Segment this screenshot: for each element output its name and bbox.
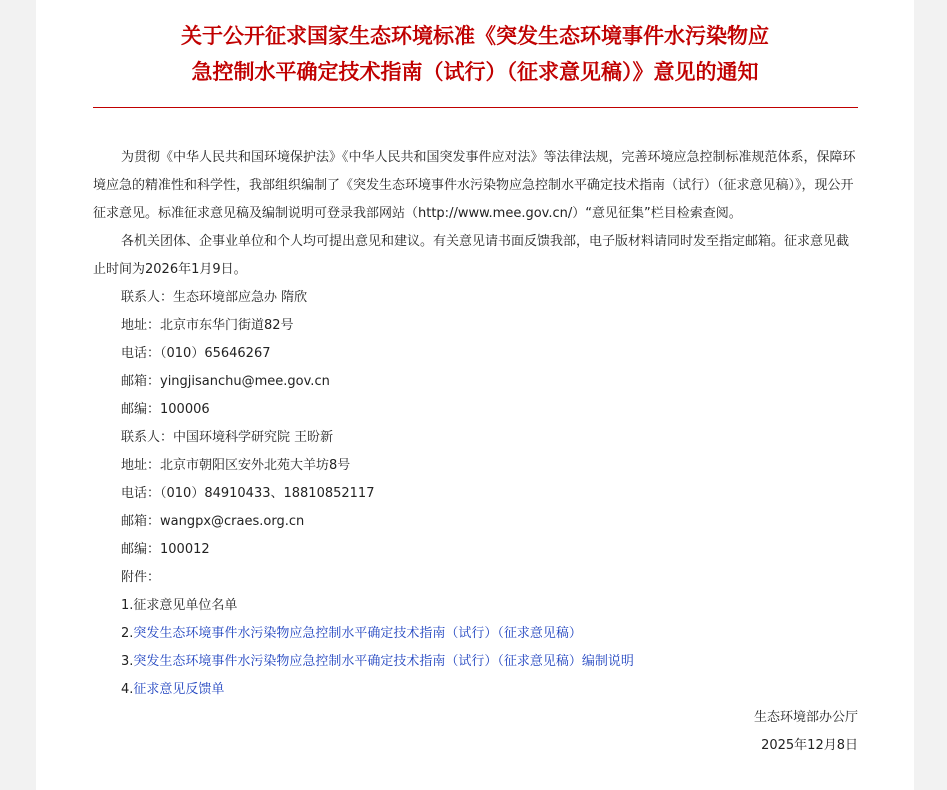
signature-date: 2025年12月8日: [761, 738, 858, 753]
attachment-3-number: 3.: [121, 654, 134, 669]
contact-1-email: 邮箱：yingjisanchu@mee.gov.cn: [121, 374, 330, 389]
page-title: [36, 18, 914, 90]
contact-2-email: 邮箱：wangpx@craes.org.cn: [121, 514, 305, 529]
attachment-item-1: [93, 592, 858, 620]
contact-1-person: 联系人：生态环境部应急办 隋欣: [121, 290, 308, 305]
attachment-4-link[interactable]: 征求意见反馈单: [133, 682, 225, 697]
attachment-item-3: [93, 648, 858, 676]
title-line-2: 急控制水平确定技术指南（试行）（征求意见稿）》意见的通知: [191, 60, 759, 84]
contact-1-address: 地址：北京市东华门街道82号: [121, 318, 294, 333]
attachment-1-text: 征求意见单位名单: [133, 598, 238, 613]
attachments-label: 附件：: [121, 570, 161, 585]
attachment-item-2: [93, 620, 858, 648]
document-page: [36, 0, 914, 790]
attachment-2-link[interactable]: 突发生态环境事件水污染物应急控制水平确定技术指南（试行）（征求意见稿）: [133, 626, 582, 641]
attachment-3-link[interactable]: 突发生态环境事件水污染物应急控制水平确定技术指南（试行）（征求意见稿）编制说明: [133, 654, 634, 669]
title-divider: [93, 107, 858, 108]
attachment-1-number: 1.: [121, 598, 134, 613]
intro-paragraph: 为贯彻《中华人民共和国环境保护法》《中华人民共和国突发事件应对法》等法律法规，完善环境应急控制标准规范体系，保障环境应急的精准性和科学性，我部组织编制了《突发生态环境事件水污染物应急控制水平确定技术指南（试行）（征求意见稿）》，现公开征求意见。标准征求意见稿及编制说明可登录我部网站（http://www.mee.gov.cn/）“意见征集”栏目检索查阅。: [93, 150, 856, 221]
attachment-2-number: 2.: [121, 626, 134, 641]
contact-2-address: 地址：北京市朝阳区安外北苑大羊坊8号: [121, 458, 351, 473]
contact-1-phone: 电话：（010）65646267: [121, 346, 271, 361]
contact-2-postcode: 邮编：100012: [121, 542, 210, 557]
attachment-4-number: 4.: [121, 682, 134, 697]
title-line-1: 关于公开征求国家生态环境标准《突发生态环境事件水污染物应: [181, 24, 769, 48]
attachment-item-4: [93, 676, 858, 704]
contact-2-person: 联系人：中国环境科学研究院 王昐新: [121, 430, 334, 445]
feedback-paragraph: 各机关团体、企事业单位和个人均可提出意见和建议。有关意见请书面反馈我部，电子版材料请同时发至指定邮箱。征求意见截止时间为2026年1月9日。: [93, 234, 850, 277]
document-body: [93, 144, 858, 760]
contact-1-postcode: 邮编：100006: [121, 402, 210, 417]
contact-2-phone: 电话：（010）84910433、18810852117: [121, 486, 375, 501]
signature-org: 生态环境部办公厅: [753, 710, 858, 725]
